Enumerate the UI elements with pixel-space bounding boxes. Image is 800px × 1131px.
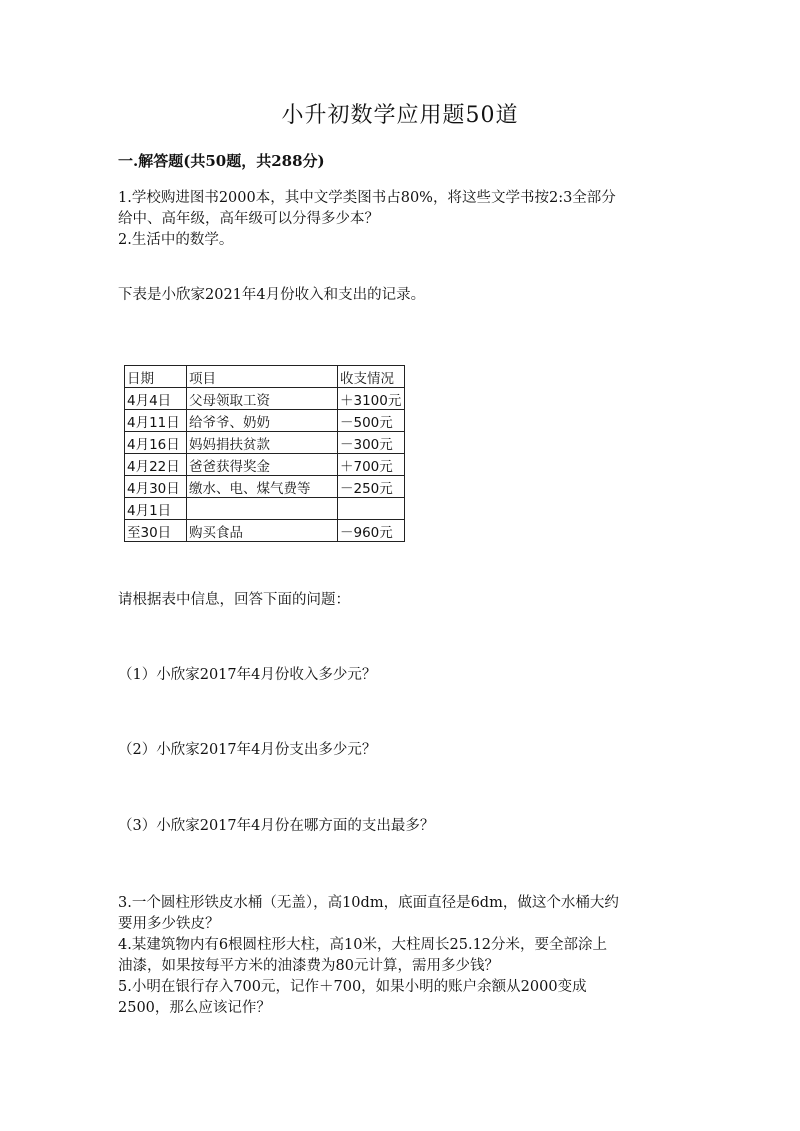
section-heading: 一.解答题(共50题，共288分)	[118, 152, 325, 170]
table-cell-item: 购买食品	[187, 520, 338, 542]
question-2-sub-3: （3）小欣家2017年4月份在哪方面的支出最多？	[118, 818, 435, 834]
table-row	[125, 432, 405, 454]
table-row	[125, 454, 405, 476]
table-row	[125, 520, 405, 542]
question-1-line-1: 1.学校购进图书2000本，其中文学类图书占80%，将这些文学书按2:3全部分	[118, 190, 616, 206]
question-2-prompt: 请根据表中信息，回答下面的问题：	[118, 592, 350, 608]
table-cell-amount: ＋700元	[338, 454, 405, 476]
question-5-line-2: 2500，那么应该记作？	[118, 1000, 271, 1016]
question-2-sub-2: （2）小欣家2017年4月份支出多少元？	[118, 742, 377, 758]
table-row	[125, 388, 405, 410]
table-cell-item: 父母领取工资	[187, 388, 338, 410]
table-cell-item: 爸爸获得奖金	[187, 454, 338, 476]
question-3-line-1: 3.一个圆柱形铁皮水桶（无盖），高10dm，底面直径是6dm，做这个水桶大约	[118, 895, 619, 911]
question-4-line-2: 油漆，如果按每平方米的油漆费为80元计算，需用多少钱？	[118, 958, 499, 974]
question-1-line-2: 给中、高年级，高年级可以分得多少本？	[118, 211, 379, 227]
table-cell-amount: －300元	[338, 432, 405, 454]
table-row	[125, 410, 405, 432]
table-cell-item: 给爷爷、奶奶	[187, 410, 338, 432]
question-2-intro: 下表是小欣家2021年4月份收入和支出的记录。	[118, 287, 426, 303]
table-cell-date: 4月11日	[125, 410, 187, 432]
table-cell-item: 妈妈捐扶贫款	[187, 432, 338, 454]
table-cell-amount: －500元	[338, 410, 405, 432]
table-cell-amount: ＋3100元	[338, 388, 405, 410]
table-cell-date: 4月4日	[125, 388, 187, 410]
question-3-line-2: 要用多少铁皮？	[118, 916, 220, 932]
table-cell-date: 4月16日	[125, 432, 187, 454]
table-row	[125, 476, 405, 498]
page-title: 小升初数学应用题50道	[281, 103, 519, 128]
table-cell-date: 4月30日	[125, 476, 187, 498]
table-cell-item: 缴水、电、煤气费等	[187, 476, 338, 498]
table-cell-date: 至30日	[125, 520, 187, 542]
table-cell-amount: －250元	[338, 476, 405, 498]
income-expense-table	[124, 365, 405, 542]
table-row	[125, 498, 405, 520]
question-5-line-1: 5.小明在银行存入700元，记作＋700，如果小明的账户余额从2000变成	[118, 979, 587, 995]
table-header-amount: 收支情况	[338, 366, 405, 388]
table-header-item: 项目	[187, 366, 338, 388]
question-4-line-1: 4.某建筑物内有6根圆柱形大柱，高10米，大柱周长25.12分米，要全部涂上	[118, 937, 608, 953]
table-cell-amount: －960元	[338, 520, 405, 542]
table-cell-date: 4月1日	[125, 498, 187, 520]
table-cell-item	[187, 498, 338, 520]
table-cell-date: 4月22日	[125, 454, 187, 476]
table-header-row	[125, 366, 405, 388]
table-header-date: 日期	[125, 366, 187, 388]
question-2-title: 2.生活中的数学。	[118, 232, 234, 248]
table-cell-amount	[338, 498, 405, 520]
question-2-sub-1: （1）小欣家2017年4月份收入多少元？	[118, 667, 377, 683]
